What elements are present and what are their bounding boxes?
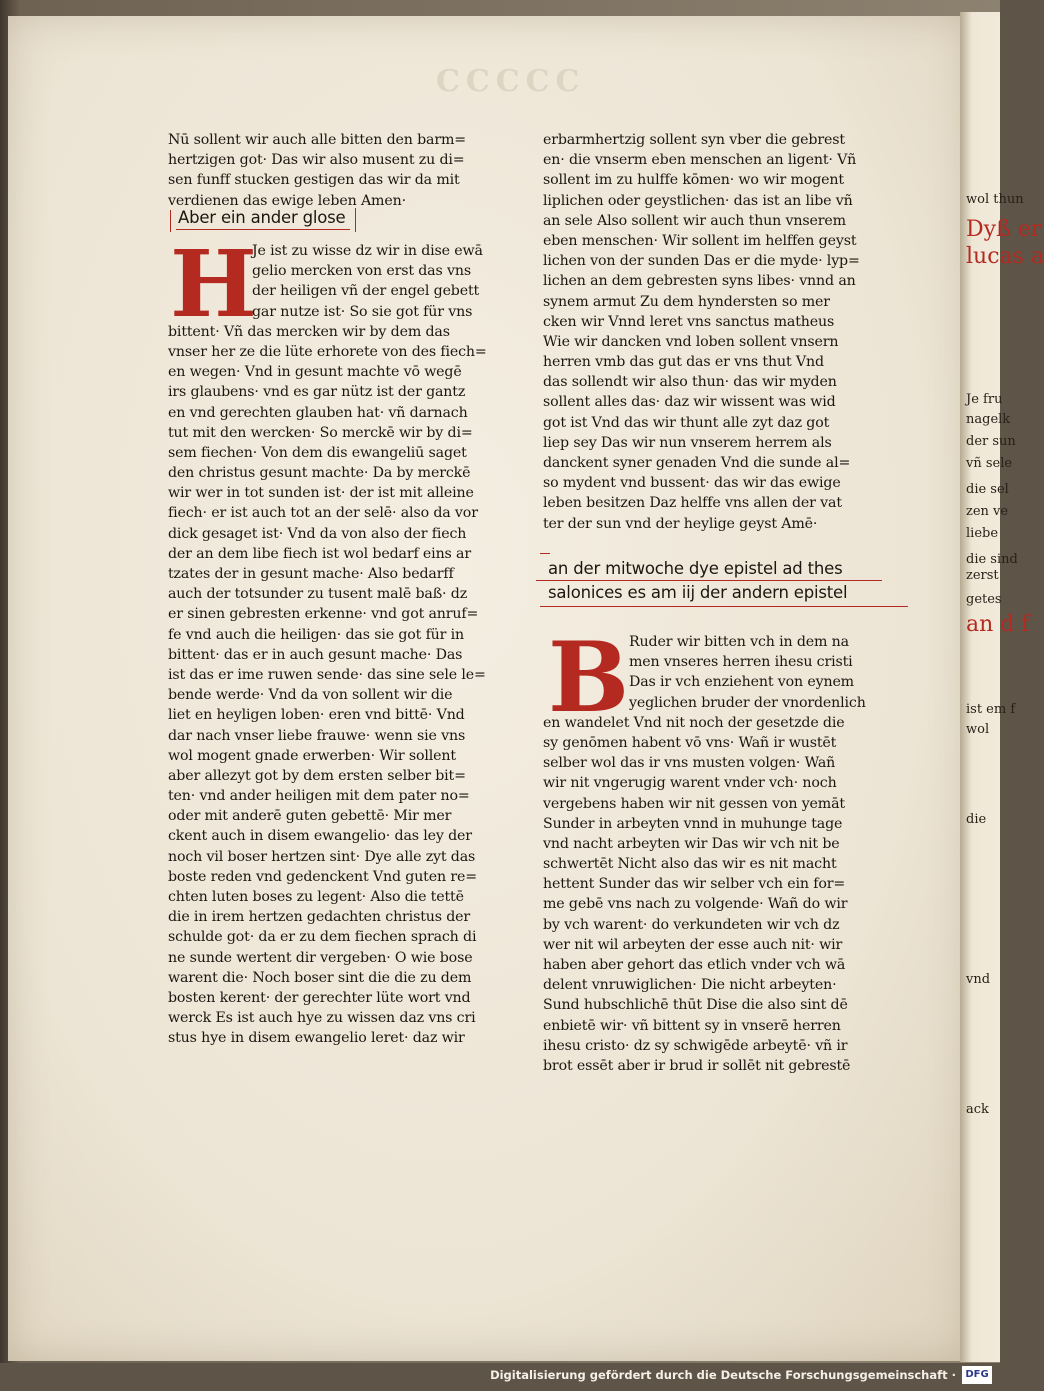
left-body-text-line: dar nach vnser liebe frauwe· wenn sie vns — [168, 727, 466, 744]
left-body-text-line: ist das er ime ruwen sende· das sine sele le= — [168, 666, 486, 683]
left-body-text-line: stus hye in disem ewangelio leret· daz wir — [168, 1030, 465, 1047]
right-text-line: synem armut Zu dem hyndersten so mer — [543, 293, 830, 310]
facing-page-fragment: getes — [966, 592, 1002, 607]
right-text-line: got ist Vnd das wir thunt alle zyt daz got — [543, 414, 830, 431]
facing-page-fragment: an d f — [966, 612, 1030, 637]
heading-rule-bottom — [540, 606, 908, 607]
facing-page-fragment: zen ve — [966, 504, 1009, 519]
left-body-text-line: schulde got· da er zu dem fiechen sprach di — [168, 929, 477, 946]
left-body-text-line: wol mogent gnade erwerben· Wir sollent — [168, 747, 456, 764]
left-body-text-line: noch vil boser hertzen sint· Dye alle zyt das — [168, 848, 476, 865]
facing-page-fragment: Dyß er — [966, 217, 1042, 242]
left-body-text-line: den christus gesunt machte· Da by merckē — [168, 465, 471, 482]
left-body-text-line: bosten kerent· der gerechter lüte wort vnd — [168, 989, 471, 1006]
left-body-text-line: fe vnd auch die heiligen· das sie got für in — [168, 626, 465, 643]
left-body-text-line: Je ist zu wisse dz wir in dise ewā — [252, 243, 483, 259]
right-text-line: liplichen oder geystlichen· das ist an libe vñ — [543, 192, 853, 209]
left-body-text-line: en vnd gerechten glauben hat· vñ darnach — [168, 404, 468, 421]
left-text-line: sen funff stucken gestigen das wir da mit — [168, 172, 460, 189]
facing-page-fragment: lucas a — [966, 244, 1044, 269]
right-body-text-line: vnd nacht arbeyten wir Das wir vch nit be — [543, 835, 840, 852]
right-body-text-line: delent vnruwiglichen· Die nicht arbeyten· — [543, 977, 837, 994]
right-body-text-line: brot essēt aber ir brud ir sollēt nit gebrestē — [543, 1057, 851, 1074]
right-text-line: so mydent vnd bussent· das wir das ewige — [543, 475, 841, 492]
left-body-text-line: gelio mercken von erst das vns — [252, 263, 471, 280]
left-body-text-line: dick gesaget ist· Vnd da von also der fiech — [168, 525, 467, 542]
facing-page-fragment: zerst — [966, 568, 999, 583]
right-body-text-line: men vnseres herren ihesu cristi — [629, 654, 853, 671]
right-body-text-line: Sund hubschlichē thūt Dise die also sint dē — [543, 997, 848, 1014]
facing-page-fragment: die sind — [966, 552, 1018, 567]
right-body-text-line: Ruder wir bitten vch in dem na — [629, 634, 849, 650]
right-body-text-line: schwertēt Nicht also das wir es nit macht — [543, 856, 837, 873]
right-text-line: lichen an dem gebresten syns libes· vnnd an — [543, 273, 856, 290]
right-text-line: erbarmhertzig sollent syn vber die gebrest — [543, 132, 845, 148]
right-body-text-line: sy genōmen habent vō vns· Wañ ir wustēt — [543, 734, 837, 751]
right-heading-line-2: salonices es am iij der andern epistel — [548, 583, 848, 602]
left-text-line: verdienen das ewige leben Amen· — [168, 192, 406, 209]
left-body-text-line: werck Es ist auch hye zu wissen daz vns cri — [168, 1010, 476, 1027]
right-body-text-line: Das ir vch enziehent von eynem — [629, 674, 854, 691]
right-text-line: ter der sun vnd der heylige geyst Amē· — [543, 515, 818, 532]
right-text-line: eben menschen· Wir sollent im helffen geyst — [543, 232, 857, 249]
left-body-text-line: der heiligen vñ der engel gebett — [252, 283, 480, 300]
facing-page-fragment: nagelk — [966, 412, 1011, 427]
heading-rule-top — [540, 553, 550, 554]
left-body-text-line: aber allezyt got by dem ersten selber bit= — [168, 767, 466, 784]
facing-page-fragment: Je fru — [966, 392, 1003, 407]
facing-page-fragment: die — [966, 812, 987, 827]
initial-h-letter: H — [170, 230, 257, 338]
left-body-text-line: sem fiechen· Von dem dis ewangeliū saget — [168, 444, 467, 461]
right-body-text-line: vergebens haben wir nit gessen von yemāt — [543, 795, 845, 812]
left-text-line: Nū sollent wir auch alle bitten den barm= — [168, 132, 467, 148]
facing-page-fragment: liebe — [966, 526, 999, 541]
left-body-text-line: wir wer in tot sunden ist· der ist mit alleine — [168, 485, 474, 502]
right-heading-line-1: an der mitwoche dye epistel ad thes — [548, 559, 843, 578]
right-body-text-line: Sunder in arbeyten vnnd in muhunge tage — [543, 815, 843, 832]
left-body-text-line: chten luten boses zu legent· Also die tettē — [168, 889, 464, 905]
left-body-text-line: boste reden vnd gedenckent Vnd guten re= — [168, 868, 477, 885]
right-body-text-line: wir nit vngerugig warent vnder vch· noch — [543, 775, 837, 792]
right-text-line: cken wir Vnnd leret vns sanctus matheus — [543, 313, 835, 330]
facing-page-fragment: der sun — [966, 434, 1016, 449]
right-text-line: an sele Also sollent wir auch thun vnserem — [543, 212, 846, 229]
right-text-line: das sollendt wir also thun· das wir myden — [543, 374, 837, 391]
right-text-line: danckent syner genaden Vnd die sunde al= — [543, 455, 851, 471]
left-body-text-line: ten· vnd ander heiligen mit dem pater no= — [168, 788, 470, 805]
right-body-text-line: yeglichen bruder der vnordenlich — [629, 694, 866, 711]
right-body-text-line: hettent Sunder das wir selber vch ein for= — [543, 876, 846, 893]
left-body-text-line: bende werde· Vnd da von sollent wir die — [168, 687, 453, 704]
right-body-text-line: me gebē vns nach zu volgende· Wañ do wir — [543, 896, 848, 913]
facing-page-fragment: wol thun — [966, 192, 1024, 207]
right-text-line: sollent im zu hulffe kōmen· wo wir mogent — [543, 172, 844, 189]
left-body-text-line: irs glaubens· vnd es gar nütz ist der gantz — [168, 384, 466, 401]
right-column-body — [543, 632, 883, 1076]
facing-page-fragment: die sel — [966, 482, 1009, 497]
facing-page-fragment: vñ sele — [966, 456, 1013, 471]
left-body-text-line: der an dem libe fiech ist wol bedarf eins ar — [168, 545, 471, 562]
running-head-ghost: CCCCC — [436, 64, 586, 99]
left-body-text-line: liet en heyligen loben· eren vnd bittē· Vnd — [168, 707, 465, 724]
right-text-line: leben besitzen Daz helffe vns allen der vat — [543, 495, 842, 512]
right-body-text-line: by vch warent· do verkundeten wir vch dz — [543, 916, 840, 933]
right-text-line: herren vmb das gut das er vns thut Vnd — [543, 354, 824, 371]
left-column — [168, 130, 503, 211]
left-section-heading: Aber ein ander glose — [176, 206, 350, 230]
left-body-text-line: ckent auch in disem ewangelio· das ley der — [168, 828, 472, 845]
right-text-line: sollent alles das· daz wir wissent was wid — [543, 394, 836, 411]
left-body-text-line: bittent· das er in auch gesunt mache· Das — [168, 646, 463, 663]
facing-page-fragment: ack — [966, 1102, 989, 1117]
left-body-text-line: tzates der in gesunt mache· Also bedarff — [168, 566, 454, 582]
left-body-text-line: er sinen gebresten erkenne· vnd got anruf= — [168, 606, 479, 623]
left-body-text-line: fiech· er ist auch tot an der selē· also da vor — [168, 505, 478, 522]
facing-page-edge — [960, 12, 1044, 1362]
right-text-line: en· die vnserm eben menschen an ligent· Vñ — [543, 152, 857, 169]
left-body-text-line: bittent· Vñ das mercken wir by dem das — [168, 323, 450, 340]
left-body-text-line: oder mit anderē guten gebettē· Mir mer — [168, 808, 452, 825]
funding-credit: Digitalisierung gefördert durch die Deutsche Forschungsgemeinschaft · — [490, 1368, 956, 1382]
right-body-text-line: wer nit wil arbeyten der esse auch nit· wir — [543, 936, 843, 953]
facing-page-fragment: vnd — [966, 972, 991, 987]
right-body-text-line: en wandelet Vnd nit noch der gesetzde die — [543, 714, 845, 731]
left-body-text-line: ne sunde wertent dir vergeben· O wie bose — [168, 949, 473, 966]
left-text-line: hertzigen got· Das wir also musent zu di= — [168, 152, 465, 169]
initial-b-letter: B — [548, 621, 630, 734]
right-body-text-line: ihesu cristo· dz sy schwigēde arbeytē· vñ ir — [543, 1037, 848, 1054]
left-body-text-line: en wegen· Vnd in gesunt machte vō wegē — [168, 364, 462, 381]
right-body-text-line: haben aber gehort das etlich vnder vch wā — [543, 957, 846, 973]
right-column — [543, 130, 883, 534]
dfg-logo: DFG — [962, 1366, 992, 1384]
left-body-text-line: tut mit den wercken· So merckē wir by di= — [168, 424, 473, 441]
right-body-text-line: selber wol das ir vns musten volgen· Wañ — [543, 755, 836, 772]
right-text-line: Wie wir dancken vnd loben sollent vnsern — [543, 333, 839, 350]
left-body-text-line: die in irem hertzen gedachten christus der — [168, 909, 471, 926]
left-body-text-line: auch der totsunder zu tusent malē baß· dz — [168, 586, 468, 603]
left-body-text-line: vnser her ze die lüte erhorete von des fiech= — [168, 343, 487, 360]
right-text-line: liep sey Das wir nun vnserem herrem als — [543, 434, 832, 451]
left-column-body — [168, 241, 503, 1049]
right-text-line: lichen von der sunden Das er die myde· lyp= — [543, 253, 860, 270]
left-body-text-line: warent die· Noch boser sint die die zu dem — [168, 969, 472, 986]
facing-page-fragment: ist em f — [966, 702, 1016, 717]
right-body-text-line: enbietē wir· vñ bittent sy in vnserē herren — [543, 1017, 841, 1034]
left-body-text-line: gar nutze ist· So sie got für vns — [252, 303, 473, 320]
facing-page-fragment: wol — [966, 722, 990, 737]
